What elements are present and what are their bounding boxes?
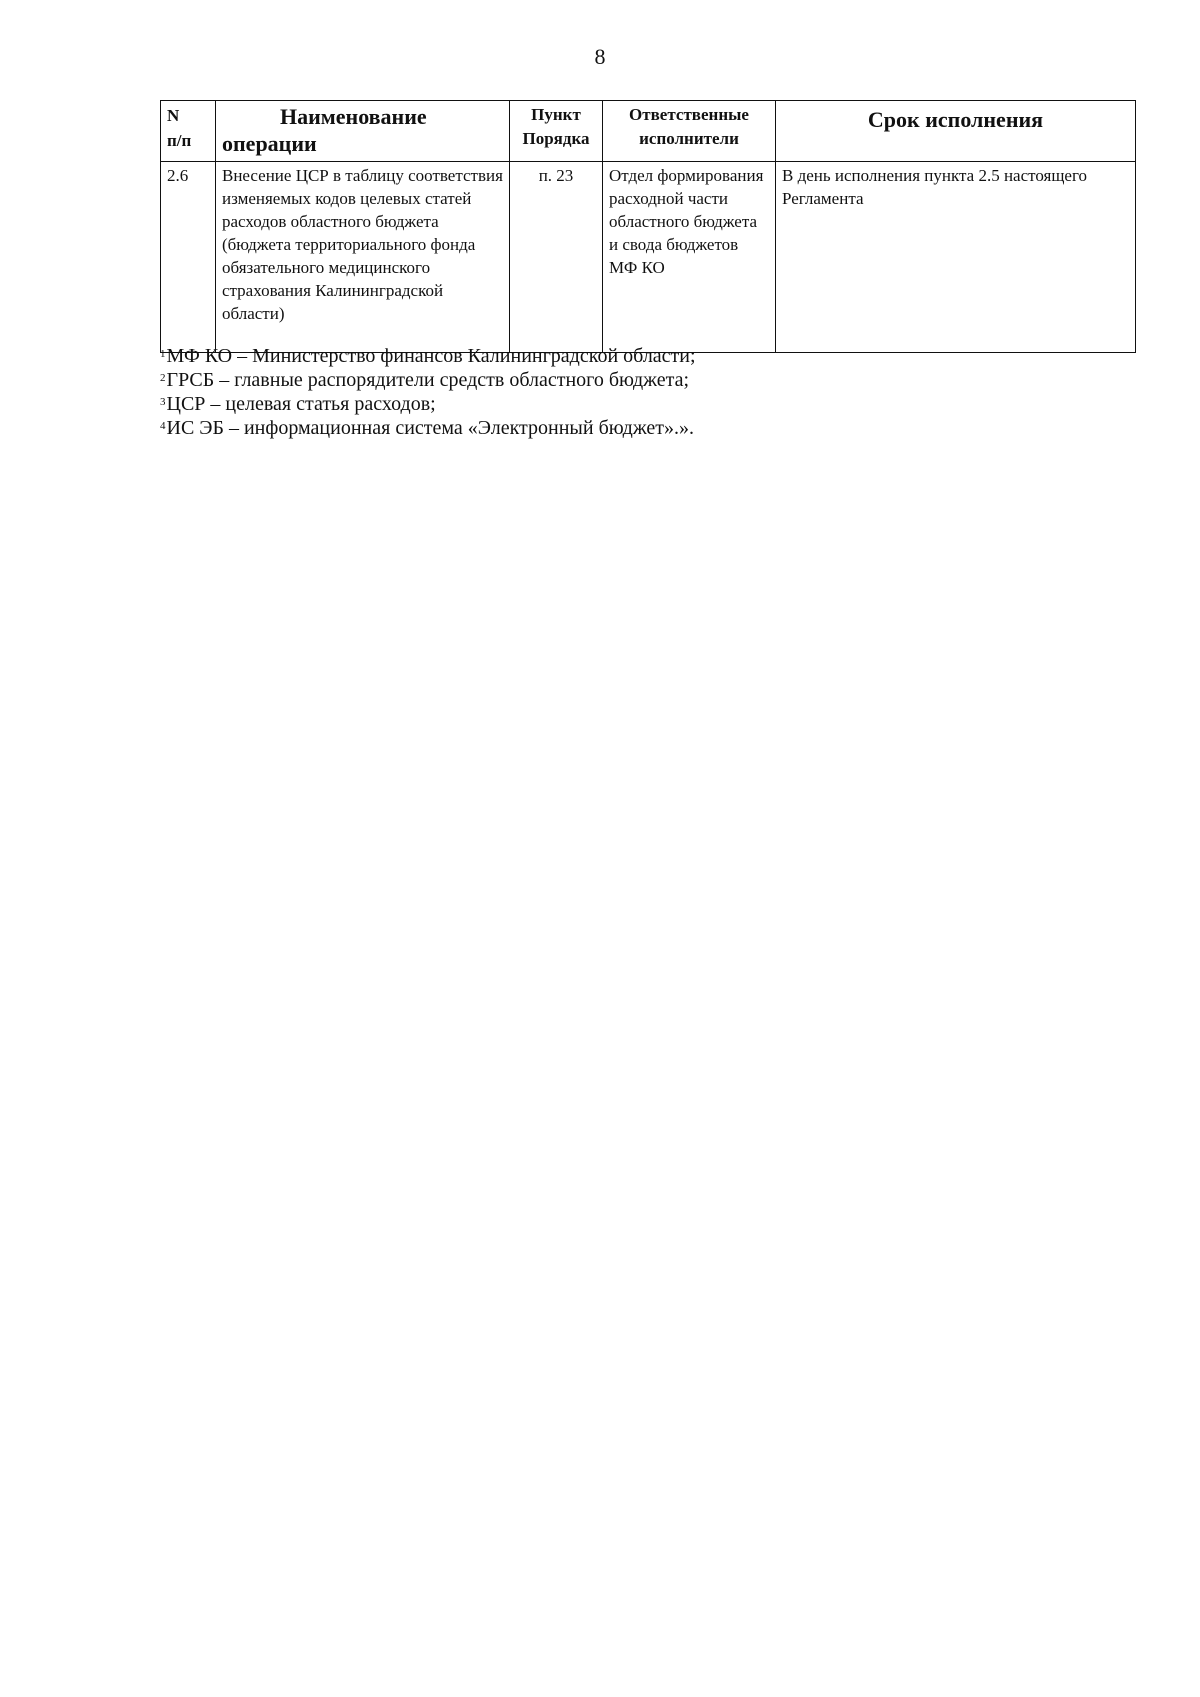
header-operation-name-line1: Наименование <box>280 104 427 129</box>
row-deadline: В день исполнения пункта 2.5 настоящего Регламента <box>776 162 1136 353</box>
footnote-mark: 4 <box>160 420 166 432</box>
header-procedure-item-line2: Порядка <box>522 129 590 148</box>
footnote-text: ГРСБ – главные распорядители средств областного бюджета; <box>166 369 690 391</box>
row-number: 2.6 <box>161 162 216 353</box>
table-header-row <box>161 101 1136 162</box>
header-operation-name <box>216 101 510 162</box>
row-procedure-item: п. 23 <box>510 162 603 353</box>
row-operation-name: Внесение ЦСР в таблицу соответствия изменяемых кодов целевых статей расходов областного бюджета (бюджета территориального фонда обязательного медицинского страхования Калининградской области) <box>216 162 510 353</box>
header-deadline: Срок исполнения <box>776 101 1136 162</box>
header-procedure-item-line1: Пункт <box>531 105 581 124</box>
footnotes <box>160 344 1060 440</box>
footnote-text: МФ КО – Министерство финансов Калининградской области; <box>166 345 696 367</box>
footnote-mark: 2 <box>160 372 166 384</box>
operations-table <box>160 100 1136 353</box>
footnote <box>160 392 1060 416</box>
header-number-line1: N <box>167 106 180 125</box>
footnote-mark: 1 <box>160 348 166 360</box>
header-responsible-line2: исполнители <box>639 129 739 148</box>
footnote-mark: 3 <box>160 396 166 408</box>
header-number <box>161 101 216 162</box>
footnote-text: ЦСР – целевая статья расходов; <box>166 393 436 415</box>
footnote <box>160 368 1060 392</box>
row-responsible: Отдел формирования расходной части областного бюджета и свода бюджетов МФ КО <box>603 162 776 353</box>
header-number-line2: п/п <box>167 131 192 150</box>
footnote <box>160 416 1060 440</box>
header-procedure-item <box>510 101 603 162</box>
page-number: 8 <box>594 44 606 69</box>
footnote <box>160 344 1060 368</box>
header-operation-name-line2: операции <box>222 131 317 156</box>
header-responsible-line1: Ответственные <box>629 105 749 124</box>
table-row <box>161 162 1136 353</box>
footnote-text: ИС ЭБ – информационная система «Электронный бюджет».». <box>166 417 695 439</box>
header-responsible <box>603 101 776 162</box>
